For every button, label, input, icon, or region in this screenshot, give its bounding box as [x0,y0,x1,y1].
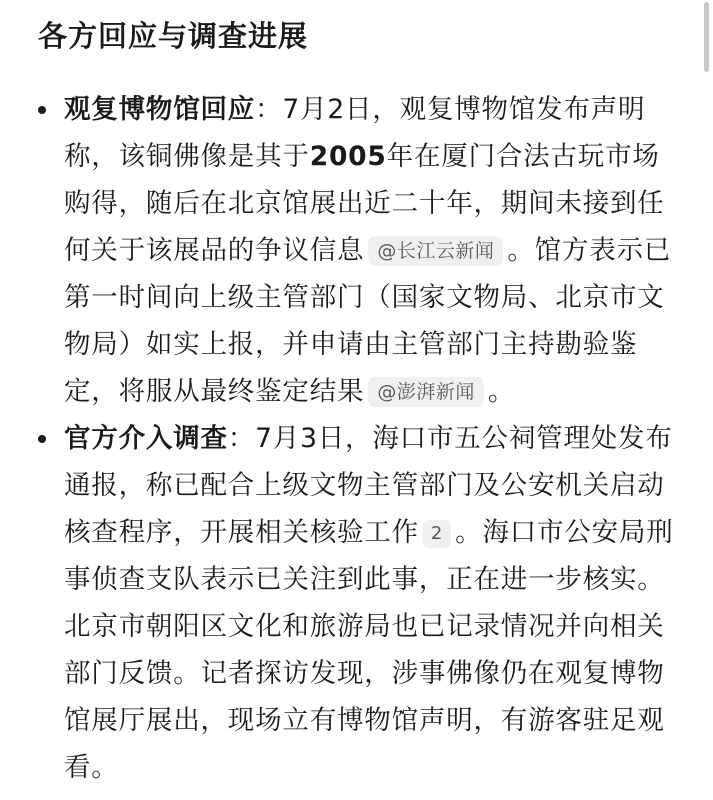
item-text: 。 [487,376,516,407]
item-colon: ： [227,423,256,454]
bullet-icon [38,106,46,114]
list-item-museum-response [38,86,678,415]
main-content [38,0,678,791]
item-colon: ： [255,94,283,125]
item-text: 。海口市公安局刑事侦查支队表示已关注到此事，正在进一步核实。北京市朝阳区文化和旅游局也已记录情况并向相关部门反馈。记者探访发现，涉事佛像仍在观复博物馆展厅展出，现场立有博物馆声明，有游客驻足观看。 [64,517,674,783]
bullet-list [38,86,678,791]
section-title: 各方回应与调查进展 [38,19,309,53]
item-text: 7月2日，观复博物馆发布声明称，该铜佛像是其于 [64,94,646,172]
reference-chip[interactable]: 2 [423,520,451,548]
item-text: 年在厦门合法古玩市场购得，随后在北京馆展出近二十年，期间未接到任何关于该展品的争议信息 [64,141,665,266]
list-item-official-investigation [38,415,678,791]
item-label: 官方介入调查 [64,423,228,454]
scrollbar-thumb[interactable] [704,2,709,72]
item-text: 。馆方表示已第一时间向上级主管部门（国家文物局、北京市文物局）如实上报，并申请由主管部门主持勘验鉴定，将服从最终鉴定结果 [64,235,672,407]
item-year: 2005 [309,141,387,172]
source-chip-changjiang[interactable]: @长江云新闻 [368,236,503,266]
source-chip-thepaper[interactable]: @澎湃新闻 [368,377,484,407]
item-text: 7月3日，海口市五公祠管理处发布通报，称已配合上级文物主管部门及公安机关启动核查程序，开展相关核验工作 [64,423,673,548]
item-label: 观复博物馆回应 [64,94,256,125]
bullet-icon [38,435,46,443]
